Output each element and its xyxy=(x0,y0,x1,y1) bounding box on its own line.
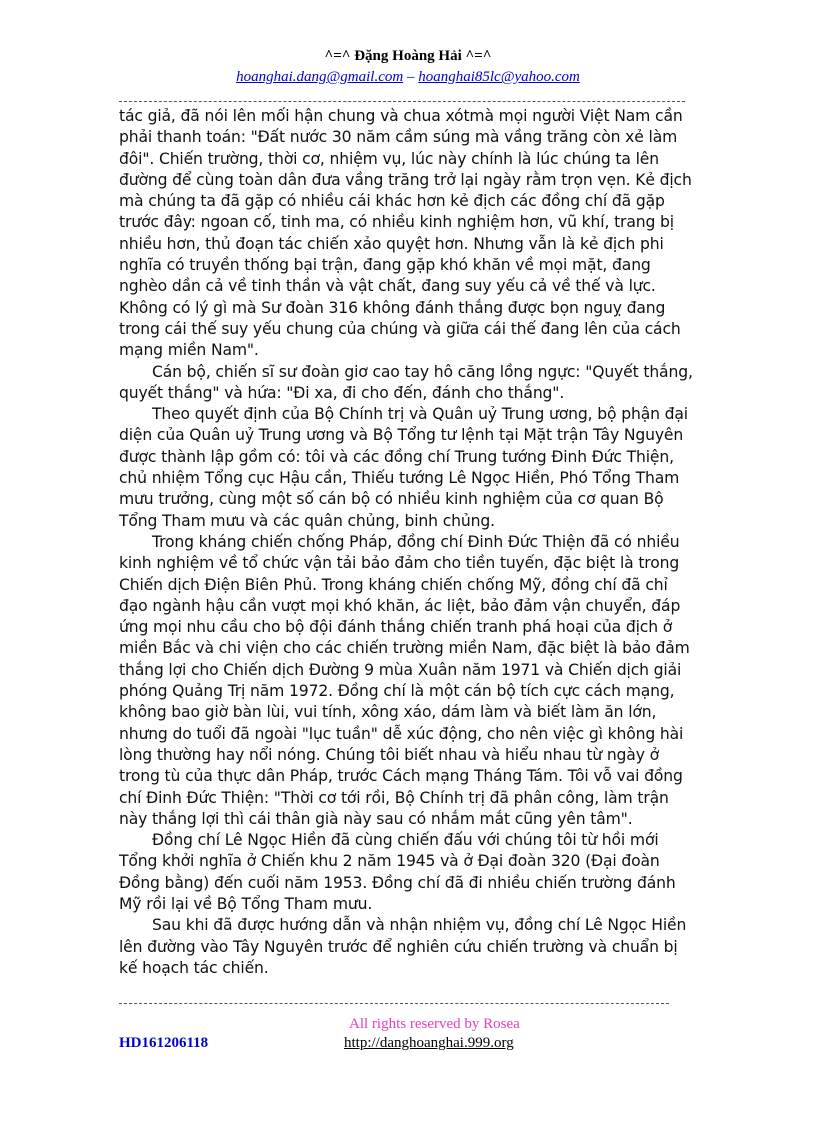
footer-document-code: HD161206118 xyxy=(119,1035,209,1051)
paragraph-1: tác giả, đã nói lên mối hận chung và chua xótmà mọi người Việt Nam cần phải thanh toán: "Đất nước 30 năm cầm súng mà vầng trăng còn xẻ làm đôi". Chiến trường, thời cơ, nhiệm vụ, lúc này chính là lúc chúng ta lên đường để cùng toàn dân đưa vầng trăng trở lại ngày rằm trọn vẹn. Kẻ địch mà chúng ta đã gặp có nhiều cái khác hơn kẻ địch các đồng chí đã gặp trước đây: ngoan cố, tinh ma, có nhiều kinh nghiệm hơn, vũ khí, trang bị nhiều hơn, thủ đoạn tác chiến xảo quyệt hơn. Nhưng vẫn là kẻ địch phi nghĩa có truyền thống bại trận, đang gặp khó khăn về mọi mặt, đang nghèo dần cả về tinh thần và vật chất, đang suy yếu cả về thế và lực. Không có lý gì mà Sư đoàn 316 không đánh thắng được bọn nguỵ đang trong cái thế suy yếu chung của chúng và giữa cái thế đang lên của cách mạng miền Nam". xyxy=(119,107,692,360)
paragraph-6: Sau khi đã được hướng dẫn và nhận nhiệm vụ, đồng chí Lê Ngọc Hiền lên đường vào Tây Nguyên trước để nghiên cứu chiến trường và chuẩn bị kế hoạch tác chiến. xyxy=(119,916,687,977)
email-separator: – xyxy=(403,69,419,85)
email-link-gmail[interactable]: hoanghai.dang@gmail.com xyxy=(236,69,404,85)
footer-website-link[interactable]: http://danghoanghai.999.org xyxy=(344,1035,514,1051)
paragraph-2: Cán bộ, chiến sĩ sư đoàn giơ cao tay hô căng lồng ngực: "Quyết thắng, quyết thắng" và hứa: "Đi xa, đi cho đến, đánh cho thắng". xyxy=(119,362,693,402)
paragraph-5: Đồng chí Lê Ngọc Hiền đã cùng chiến đấu với chúng tôi từ hồi mới Tổng khởi nghĩa ở Chiến khu 2 năm 1945 và ở Đại đoàn 320 (Đại đoàn Đồng bằng) đến cuối năm 1953. Đồng chí đã đi nhiều chiến trường đánh Mỹ rồi lại về Bộ Tổng Tham mưu. xyxy=(119,831,676,913)
paragraph-3: Theo quyết định của Bộ Chính trị và Quân uỷ Trung ương, bộ phận đại diện của Quân uỷ Trung ương và Bộ Tổng tư lệnh tại Mặt trận Tây Nguyên được thành lập gồm có: tôi và các đồng chí Trung tướng Đinh Đức Thiện, chủ nhiệm Tổng cục Hậu cần, Thiếu tướng Lê Ngọc Hiền, Phó Tổng Tham mưu trưởng, cùng một số cán bộ có nhiều kinh nghiệm của cơ quan Bộ Tổng Tham mưu và các quân chủng, binh chủng. xyxy=(119,405,688,530)
header-emails xyxy=(0,68,816,86)
document-body xyxy=(119,106,695,979)
header-title: ^=^ Đặng Hoàng Hải ^=^ xyxy=(324,48,492,64)
email-link-yahoo[interactable]: hoanghai85lc@yahoo.com xyxy=(418,69,580,85)
footer-divider xyxy=(119,1003,669,1005)
page-header xyxy=(0,47,816,86)
footer-rights-text: All rights reserved by Rosea xyxy=(349,1016,520,1032)
paragraph-4: Trong kháng chiến chống Pháp, đồng chí Đinh Đức Thiện đã có nhiều kinh nghiệm về tổ chức vận tải bảo đảm cho tiền tuyến, đặc biệt là trong Chiến dịch Điện Biên Phủ. Trong kháng chiến chống Mỹ, đồng chí đã chỉ đạo ngành hậu cần vượt mọi khó khăn, ác liệt, bảo đảm vận chuyển, đáp ứng mọi nhu cầu cho bộ đội đánh thắng chiến tranh phá hoại của địch ở miền Bắc và chi viện cho các chiến trường miền Nam, đặc biệt là bảo đảm thắng lợi cho Chiến dịch Đường 9 mùa Xuân năm 1971 và Chiến dịch giải phóng Quảng Trị năm 1972. Đồng chí là một cán bộ tích cực cách mạng, không bao giờ bàn lùi, vui tính, xông xáo, dám làm và biết làm ăn lớn, nhưng do tuổi đã ngoài "lục tuần" dễ xúc động, cho nên việc gì không hài lòng thường hay nổi nóng. Chúng tôi biết nhau và hiểu nhau từ ngày ở trong tù của thực dân Pháp, trước Cách mạng Tháng Tám. Tôi vỗ vai đồng chí Đinh Đức Thiện: "Thời cơ tới rồi, Bộ Chính trị đã phân công, làm trận này thắng lợi thì cái thân già này sau có nhắm mắt cũng yên tâm". xyxy=(119,532,690,828)
header-divider xyxy=(119,101,685,103)
